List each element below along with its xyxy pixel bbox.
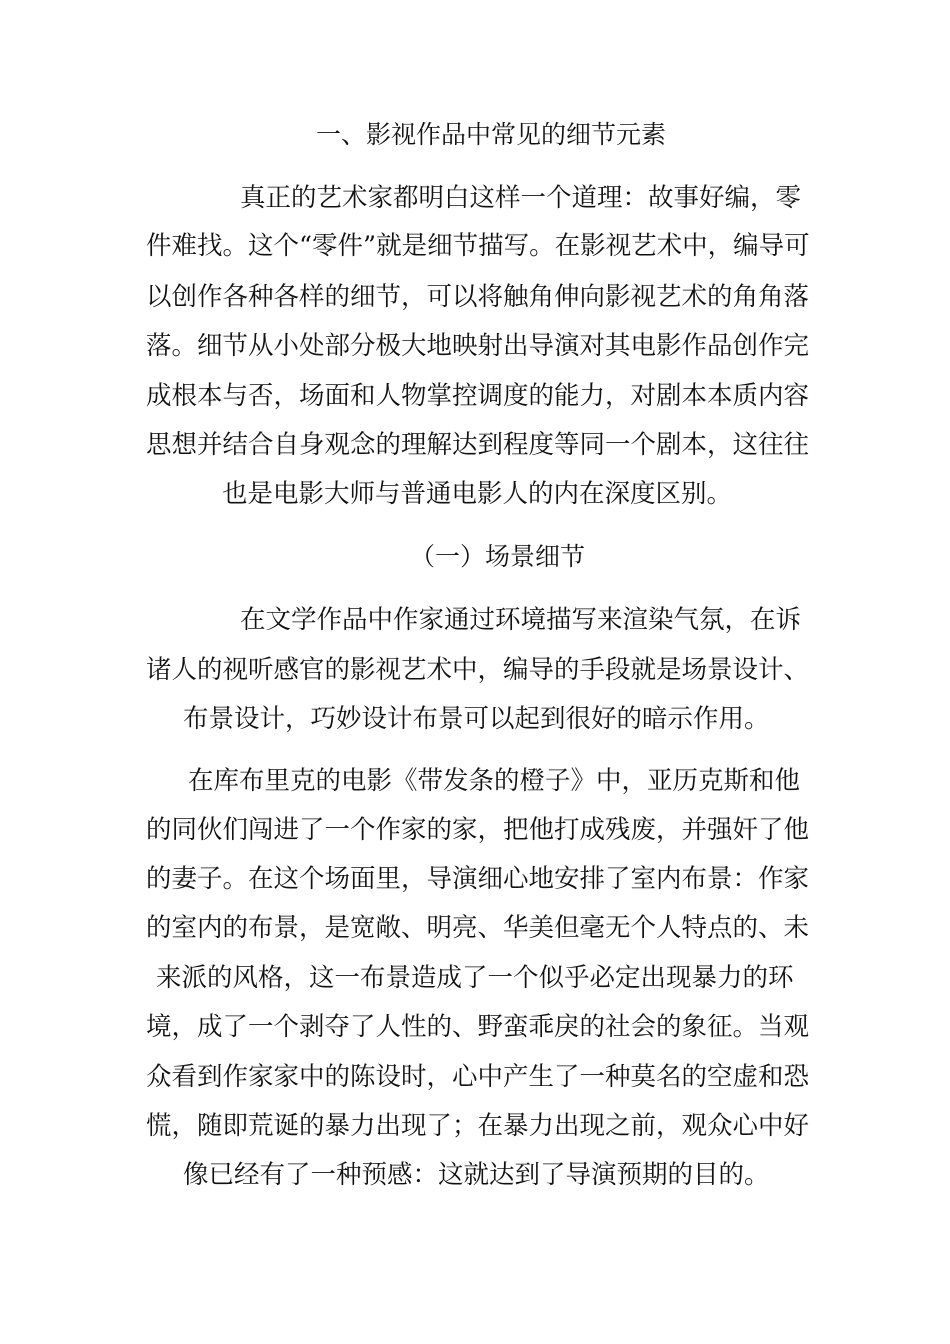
subsection-title: （一）场景细节 (410, 542, 586, 571)
text-line: 诸人的视听感官的影视艺术中，编导的手段就是场景设计、 (146, 655, 810, 685)
text-line: 成根本与否，场面和人物掌控调度的能力，对剧本本质内容 (146, 381, 810, 411)
text-line: 的同伙们闯进了一个作家的家，把他打成残废，并强奸了他 (146, 815, 810, 845)
text-line: 真正的艺术家都明白这样一个道理：故事好编，零 (240, 183, 802, 213)
text-line: 以创作各种各样的细节，可以将触角伸向影视艺术的角角落 (146, 282, 810, 312)
text-line: 众看到作家家中的陈设时，心中产生了一种莫名的空虚和恐 (146, 1062, 810, 1092)
text-line: 的妻子。在这个场面里，导演细心地安排了室内布景：作家 (146, 864, 810, 894)
text-line: 也是电影大师与普通电影人的内在深度区别。 (222, 479, 733, 509)
text-line: 件难找。这个“零件”就是细节描写。在影视艺术中，编导可 (146, 231, 810, 261)
text-line: 在文学作品中作家通过环境描写来渲染气氛，在诉 (240, 605, 802, 635)
section-title: 一、影视作品中常见的细节元素 (316, 120, 667, 149)
text-line: 慌，随即荒诞的暴力出现了；在暴力出现之前，观众心中好 (146, 1111, 810, 1141)
text-line: 落。细节从小处部分极大地映射出导演对其电影作品创作完 (146, 331, 810, 361)
text-line: 在库布里克的电影《带发条的橙子》中，亚历克斯和他 (188, 766, 801, 796)
text-line: 境，成了一个剥夺了人性的、野蛮乖戾的社会的象征。当观 (146, 1012, 810, 1042)
text-line: 来派的风格，这一布景造成了一个似乎必定出现暴力的环 (156, 963, 794, 993)
text-line: 像已经有了一种预感：这就达到了导演预期的目的。 (183, 1160, 770, 1190)
text-line: 的室内的布景，是宽敞、明亮、华美但毫无个人特点的、未 (146, 913, 810, 943)
text-line: 思想并结合自身观念的理解达到程度等同一个剧本，这往往 (146, 430, 810, 460)
text-line: 布景设计，巧妙设计布景可以起到很好的暗示作用。 (183, 704, 770, 734)
